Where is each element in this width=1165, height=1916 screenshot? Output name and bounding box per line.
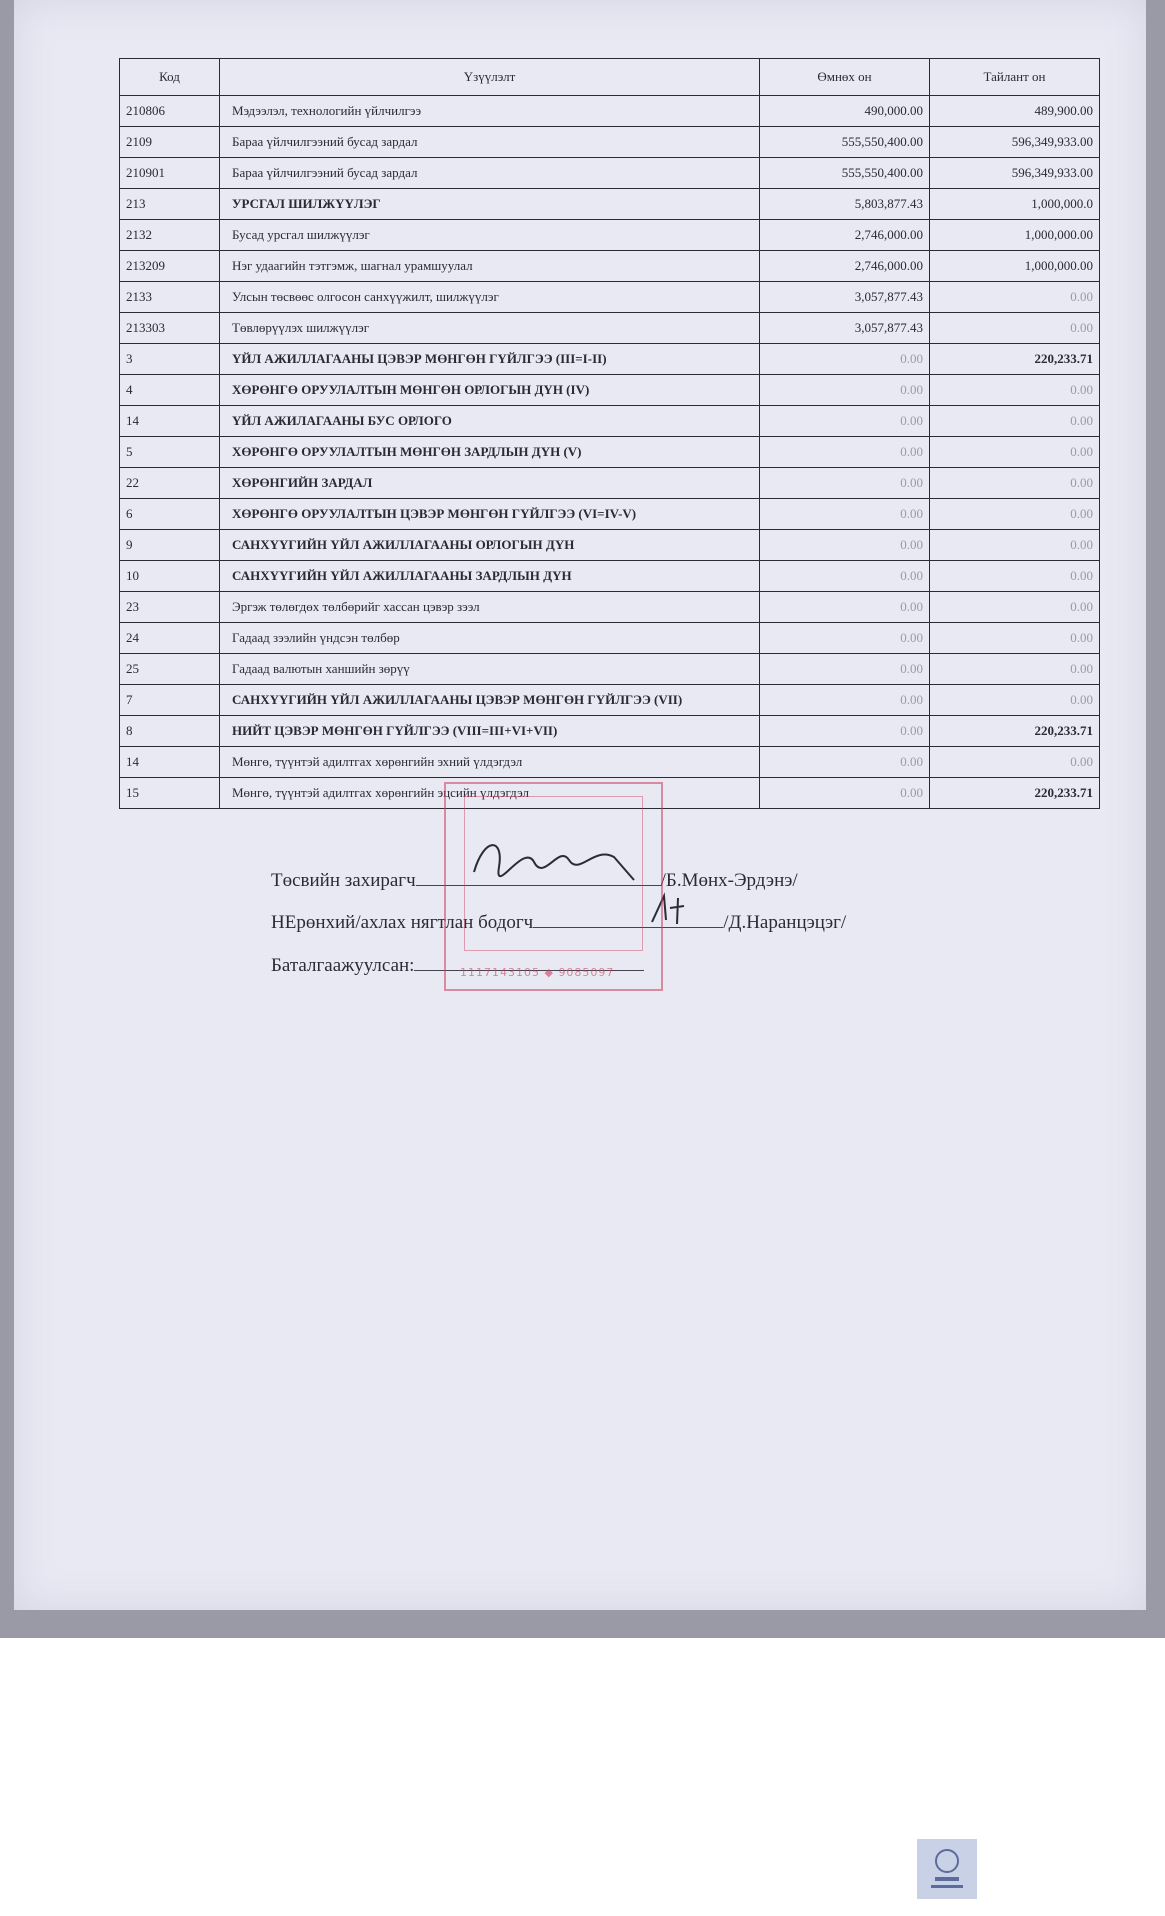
accountant-label: НЕрөнхий/ахлах нягтлан бодогч xyxy=(271,912,534,933)
table-row xyxy=(120,747,1100,778)
row-prev-year-value: 0.00 xyxy=(760,468,930,499)
row-code: 2132 xyxy=(120,220,220,251)
row-report-year-value: 1,000,000.00 xyxy=(930,251,1100,282)
emblem-logo-icon xyxy=(917,1839,977,1899)
row-indicator: ХӨРӨНГӨ ОРУУЛАЛТЫН МӨНГӨН ОРЛОГЫН ДҮН (IV) xyxy=(220,375,760,406)
row-indicator: ҮЙЛ АЖИЛЛАГААНЫ ЦЭВЭР МӨНГӨН ГҮЙЛГЭЭ (III=I-II) xyxy=(220,344,760,375)
row-indicator: Эргэж төлөгдөх төлбөрийг хассан цэвэр зээл xyxy=(220,592,760,623)
row-indicator: Гадаад зээлийн үндсэн төлбөр xyxy=(220,623,760,654)
director-name: /Б.Мөнх-Эрдэнэ/ xyxy=(660,870,798,891)
row-report-year-value: 0.00 xyxy=(930,654,1100,685)
row-prev-year-value: 555,550,400.00 xyxy=(760,127,930,158)
row-indicator: Мөнгө, түүнтэй адилтгах хөрөнгийн эцсийн үлдэгдэл xyxy=(220,778,760,809)
row-indicator: Бусад урсгал шилжүүлэг xyxy=(220,220,760,251)
table-row xyxy=(120,189,1100,220)
row-code: 210901 xyxy=(120,158,220,189)
row-report-year-value: 0.00 xyxy=(930,623,1100,654)
table-row xyxy=(120,499,1100,530)
row-report-year-value: 0.00 xyxy=(930,747,1100,778)
table-row xyxy=(120,716,1100,747)
table-row xyxy=(120,530,1100,561)
row-code: 15 xyxy=(120,778,220,809)
row-prev-year-value: 2,746,000.00 xyxy=(760,251,930,282)
row-prev-year-value: 0.00 xyxy=(760,499,930,530)
row-indicator: Улсын төсвөөс олгосон санхүүжилт, шилжүүлэг xyxy=(220,282,760,313)
row-report-year-value: 1,000,000.0 xyxy=(930,189,1100,220)
row-indicator: ҮЙЛ АЖИЛАГААНЫ БУС ОРЛОГО xyxy=(220,406,760,437)
table-row xyxy=(120,220,1100,251)
row-code: 22 xyxy=(120,468,220,499)
row-report-year-value: 0.00 xyxy=(930,282,1100,313)
row-report-year-value: 0.00 xyxy=(930,437,1100,468)
header-indicator: Үзүүлэлт xyxy=(220,59,760,96)
row-code: 10 xyxy=(120,561,220,592)
table-row xyxy=(120,561,1100,592)
cash-flow-table xyxy=(119,58,1100,809)
row-report-year-value: 220,233.71 xyxy=(930,344,1100,375)
row-code: 14 xyxy=(120,747,220,778)
row-prev-year-value: 0.00 xyxy=(760,685,930,716)
row-code: 23 xyxy=(120,592,220,623)
row-indicator: Мэдээлэл, технологийн үйлчилгээ xyxy=(220,96,760,127)
table-row xyxy=(120,127,1100,158)
document-page xyxy=(14,0,1146,1610)
row-prev-year-value: 3,057,877.43 xyxy=(760,313,930,344)
row-report-year-value: 0.00 xyxy=(930,406,1100,437)
row-prev-year-value: 0.00 xyxy=(760,778,930,809)
row-report-year-value: 0.00 xyxy=(930,592,1100,623)
row-code: 7 xyxy=(120,685,220,716)
row-report-year-value: 0.00 xyxy=(930,561,1100,592)
row-prev-year-value: 0.00 xyxy=(760,406,930,437)
row-prev-year-value: 0.00 xyxy=(760,747,930,778)
row-prev-year-value: 490,000.00 xyxy=(760,96,930,127)
header-report-year: Тайлант он xyxy=(930,59,1100,96)
row-prev-year-value: 0.00 xyxy=(760,375,930,406)
official-stamp xyxy=(444,782,663,991)
table-row xyxy=(120,375,1100,406)
director-label: Төсвийн захирагч xyxy=(271,870,416,891)
row-report-year-value: 0.00 xyxy=(930,530,1100,561)
header-code: Код xyxy=(120,59,220,96)
table-row xyxy=(120,592,1100,623)
row-code: 213209 xyxy=(120,251,220,282)
row-code: 4 xyxy=(120,375,220,406)
verified-label: Баталгаажуулсан: xyxy=(271,955,415,976)
row-prev-year-value: 555,550,400.00 xyxy=(760,158,930,189)
table-row xyxy=(120,468,1100,499)
row-indicator: Нэг удаагийн тэтгэмж, шагнал урамшуулал xyxy=(220,251,760,282)
table-row xyxy=(120,158,1100,189)
row-prev-year-value: 2,746,000.00 xyxy=(760,220,930,251)
row-indicator: Төвлөрүүлэх шилжүүлэг xyxy=(220,313,760,344)
row-indicator: Бараа үйлчилгээний бусад зардал xyxy=(220,127,760,158)
row-prev-year-value: 0.00 xyxy=(760,623,930,654)
row-indicator: ХӨРӨНГӨ ОРУУЛАЛТЫН МӨНГӨН ЗАРДЛЫН ДҮН (V) xyxy=(220,437,760,468)
table-header-row xyxy=(120,59,1100,96)
stamp-number: 1117143105 ◆ 9085097 xyxy=(460,966,615,979)
row-report-year-value: 1,000,000.00 xyxy=(930,220,1100,251)
stamp-inner-frame xyxy=(464,796,643,951)
accountant-name: /Д.Наранцэцэг/ xyxy=(723,912,847,933)
row-report-year-value: 0.00 xyxy=(930,685,1100,716)
row-code: 14 xyxy=(120,406,220,437)
table-row xyxy=(120,685,1100,716)
row-report-year-value: 489,900.00 xyxy=(930,96,1100,127)
row-code: 9 xyxy=(120,530,220,561)
row-report-year-value: 220,233.71 xyxy=(930,778,1100,809)
row-report-year-value: 0.00 xyxy=(930,313,1100,344)
table-row xyxy=(120,96,1100,127)
row-report-year-value: 596,349,933.00 xyxy=(930,158,1100,189)
table-row xyxy=(120,282,1100,313)
table-row xyxy=(120,251,1100,282)
row-prev-year-value: 3,057,877.43 xyxy=(760,282,930,313)
row-indicator: ХӨРӨНГИЙН ЗАРДАЛ xyxy=(220,468,760,499)
table-row xyxy=(120,344,1100,375)
row-code: 2133 xyxy=(120,282,220,313)
row-prev-year-value: 0.00 xyxy=(760,344,930,375)
row-prev-year-value: 0.00 xyxy=(760,561,930,592)
row-indicator: Бараа үйлчилгээний бусад зардал xyxy=(220,158,760,189)
row-code: 24 xyxy=(120,623,220,654)
row-code: 6 xyxy=(120,499,220,530)
table-row xyxy=(120,437,1100,468)
row-report-year-value: 220,233.71 xyxy=(930,716,1100,747)
row-code: 210806 xyxy=(120,96,220,127)
row-report-year-value: 0.00 xyxy=(930,499,1100,530)
row-prev-year-value: 5,803,877.43 xyxy=(760,189,930,220)
row-code: 213303 xyxy=(120,313,220,344)
row-code: 2109 xyxy=(120,127,220,158)
table-row xyxy=(120,313,1100,344)
row-prev-year-value: 0.00 xyxy=(760,716,930,747)
row-code: 25 xyxy=(120,654,220,685)
row-indicator: САНХҮҮГИЙН ҮЙЛ АЖИЛЛАГААНЫ ЗАРДЛЫН ДҮН xyxy=(220,561,760,592)
row-prev-year-value: 0.00 xyxy=(760,654,930,685)
header-prev-year: Өмнөх он xyxy=(760,59,930,96)
table-row xyxy=(120,623,1100,654)
row-code: 5 xyxy=(120,437,220,468)
row-report-year-value: 596,349,933.00 xyxy=(930,127,1100,158)
row-indicator: САНХҮҮГИЙН ҮЙЛ АЖИЛЛАГААНЫ ОРЛОГЫН ДҮН xyxy=(220,530,760,561)
row-report-year-value: 0.00 xyxy=(930,468,1100,499)
table-row xyxy=(120,406,1100,437)
row-indicator: САНХҮҮГИЙН ҮЙЛ АЖИЛЛАГААНЫ ЦЭВЭР МӨНГӨН ГҮЙЛГЭЭ (VII) xyxy=(220,685,760,716)
row-indicator: Гадаад валютын ханшийн зөрүү xyxy=(220,654,760,685)
row-indicator: Мөнгө, түүнтэй адилтгах хөрөнгийн эхний үлдэгдэл xyxy=(220,747,760,778)
row-prev-year-value: 0.00 xyxy=(760,437,930,468)
row-report-year-value: 0.00 xyxy=(930,375,1100,406)
table-row xyxy=(120,654,1100,685)
row-code: 8 xyxy=(120,716,220,747)
row-prev-year-value: 0.00 xyxy=(760,530,930,561)
row-indicator: УРСГАЛ ШИЛЖҮҮЛЭГ xyxy=(220,189,760,220)
row-code: 3 xyxy=(120,344,220,375)
row-indicator: ХӨРӨНГӨ ОРУУЛАЛТЫН ЦЭВЭР МӨНГӨН ГҮЙЛГЭЭ (VI=IV-V) xyxy=(220,499,760,530)
row-code: 213 xyxy=(120,189,220,220)
row-prev-year-value: 0.00 xyxy=(760,592,930,623)
row-indicator: НИЙТ ЦЭВЭР МӨНГӨН ГҮЙЛГЭЭ (VIII=III+VI+VII) xyxy=(220,716,760,747)
